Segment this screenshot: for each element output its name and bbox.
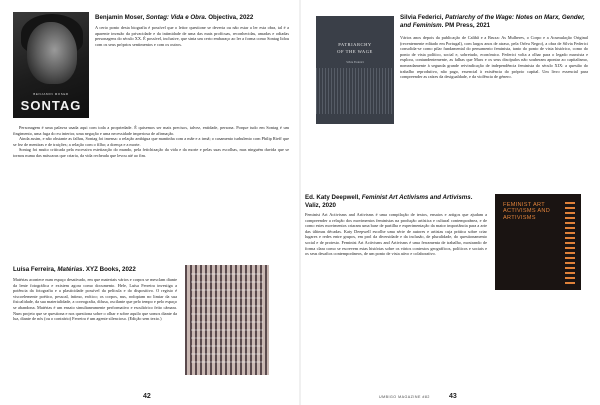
cover-stripe-pattern bbox=[565, 200, 575, 284]
review-body-sontag-intro bbox=[95, 25, 289, 133]
page-number-right: 43 bbox=[449, 393, 457, 400]
cover-title: FEMINIST ART ACTIVISMS AND ARTIVISMS bbox=[503, 202, 551, 221]
review-body-patriarchy bbox=[400, 35, 588, 175]
cover-author: BENJAMIN MOSER bbox=[33, 92, 69, 96]
paragraph: Ainda assim, e não obstante as falhas, Sontag foi imensa: a relação ambígua que mantinha com a mãe e a irmã; o casamento turbulento com Philip Rieff que se fez de mentiras e de traições; a relação com o filho; a doença e a morte. bbox=[13, 136, 289, 147]
feminist-art-book-cover bbox=[495, 194, 581, 290]
review-body-materiais bbox=[13, 277, 177, 383]
cover-title-line1: PATRIARCHY bbox=[338, 42, 372, 47]
paragraph: Matérias acontece num espaço desativado, em que materiais vários e corpos se mesclam diante da lente fotográfica e existem agora como documento. Hele, Luísa Ferreira investiga a potência da fotografia e a plasticidade possível da película e do dispositivo. O registo é viscoelemente poético, pessoal, íntimo, erótico; os corpos, nus, rodopiam no limiar da sua fisicalidade, da sua materialidade, a coreografia, difusa, oscilante que pelo tempo e pelo espaço se abandona. Matérias é um ensaio simultaneamente performativo e escultórico feito câmara. Num projeto que se questiona e nos questiona sobre o olhar e sobre aquilo que somos diante da luz, diante de nós (ou o contrário) Ferreira é um agente silencioso. (Edição sem texto.) bbox=[13, 277, 177, 322]
right-page bbox=[301, 0, 600, 405]
paragraph: A certo ponto desta biografia é possível que o leitor questione se deveria ou não estar a ler esta obra, tal é a aparente invasão da privacidade e da intimidade de uma das mais profícuas, reconhecidas, amadas e odiadas personagens do século XX. É possível, inclusive, que sinta um certo embaraço ao ler a forma como Sontag lidou com os seus próprios sentimentos e com os outros. bbox=[95, 25, 289, 47]
paragraph: Personagem é uma palavra usada aqui com toda a propriedade. É quisemos ser mais precisos, talvez, entidade, persona. Porque tudo em Sontag é um fingimento, uma fuga do eu interior, uma negação e uma necessidade imperiosa de afirmação. bbox=[13, 125, 289, 136]
materiais-book-cover bbox=[185, 265, 269, 375]
page-number-left: 42 bbox=[143, 393, 151, 400]
paragraph: Vários anos depois da publicação de Calibã e a Bruxa: As Mulheres, o Corpo e a Acumulação Original (recentemente editado em Portugal), com largos anos de atraso, pela Orfeu Negro), a obra de Silvia Federici consolida-se como pilar fundamental do pensamento feminista, tanto do ponto de vista histórico, como do ponto de vista político, social e, sobretudo, económico. Federici volta a olhar para o legado marxista e explora, contundentemente, as falhas que Marx e os seus discípulos não souberam apontar ao capitalismo, nomeadamente à segunda grande reivindicação de independência feminista do século XIX: a questão do trabalho reprodutivo, não pago, essencial à existência do próprio capital. Um livro essencial para compreender as raízes da desigualdade, e da violência de género. bbox=[400, 35, 588, 80]
paragraph: Feminist Art Activisms and Artivisms é uma compilação de textos, ensaios e artigos que ajudam a compreender a relação dos movimentos feministas na produção artística e cultural contemporânea, e de como estes movimentos criaram uma base de partilha e experimentação da maior importância para a arte das últimas décadas. Katy Deepwell escolhe uma série de autores e artistas cuja prática sobre criar lugares e redes entre grupos, em prol da diversidade e da inclusão, de pluralidade, do questionamento social e de protesto. Feminist Art Activisms and Artivisms é uma ferramenta de trabalho, mostrando de forma clara como se escrevem estas histórias sobre os vários contextos geográficos, políticos e sociais e os seus desafios contemporâneos, de um ponto de vista ativo e colaborativo. bbox=[305, 212, 487, 257]
cover-portrait-face bbox=[27, 22, 77, 84]
review-body-sontag-continued bbox=[13, 125, 289, 255]
review-heading-patriarchy: Silvia Federici, Patriarchy of the Wage: Notes on Marx, Gender, and Feminism. PM Press, 2021 bbox=[400, 14, 585, 29]
review-heading-feminist-art: Ed. Katy Deepwell, Feminist Art Activisms and Artivisms. Valiz, 2020 bbox=[305, 194, 473, 209]
cover-texture bbox=[191, 271, 263, 369]
patriarchy-book-cover bbox=[316, 16, 394, 124]
left-page bbox=[0, 0, 299, 405]
cover-title-line2: OF THE WAGE bbox=[337, 49, 373, 54]
cover-author: Silvia Federici bbox=[346, 60, 364, 64]
review-body-feminist-art bbox=[305, 212, 487, 362]
sontag-book-cover bbox=[13, 12, 89, 118]
review-heading-sontag: Benjamin Moser, Sontag: Vida e Obra. Objectiva, 2022 bbox=[95, 14, 254, 21]
review-heading-materiais: Luísa Ferreira, Matérias. XYZ Books, 2022 bbox=[13, 266, 136, 273]
cover-pattern bbox=[316, 68, 394, 114]
paragraph: Sontag foi muito criticada pela excessiva estetização do mundo, pela fetichização da vida e da morte e pelas suas escolhas, mas ninguém duvida que se tornou numa das máscaras que criaria, da vida recheada que levou até ao fim. bbox=[13, 147, 289, 158]
cover-title: SONTAG bbox=[20, 98, 82, 113]
running-footer: UMBIGO MAGAZINE #82 bbox=[379, 395, 430, 399]
